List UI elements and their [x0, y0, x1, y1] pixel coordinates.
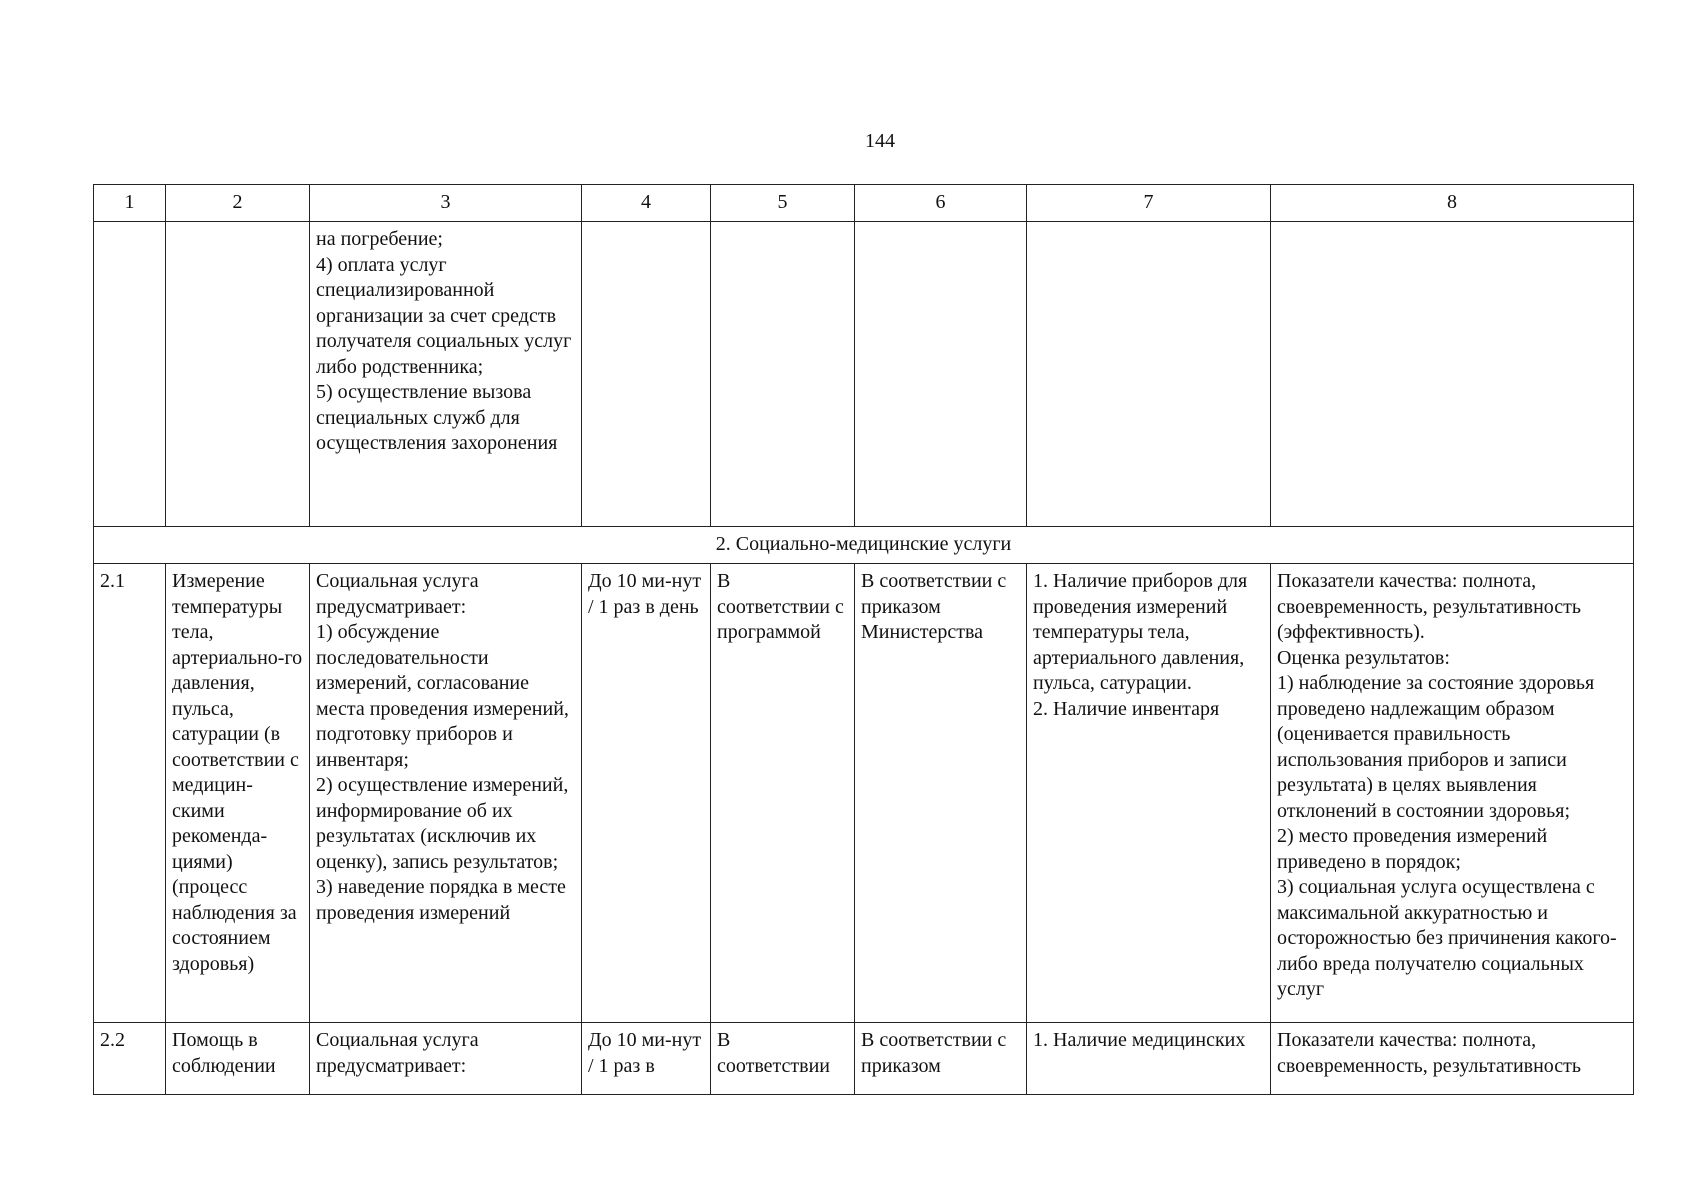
cell-tariff: В соответствии с приказом	[855, 1023, 1027, 1095]
cell-number	[94, 222, 166, 527]
section-row	[94, 527, 1634, 564]
cell-number: 2.1	[94, 564, 166, 1023]
cell-quality: Показатели качества: полнота, своевременность, результативность	[1271, 1023, 1634, 1095]
table-row-continuation	[94, 222, 1634, 527]
column-number-3: 3	[310, 185, 582, 222]
cell-conditions: 1. Наличие приборов для проведения измерений температуры тела, артериального давления, пульса, сатурации. 2. Наличие инвентаря	[1027, 564, 1271, 1023]
table-header-row	[94, 185, 1634, 222]
cell-description: на погребение; 4) оплата услуг специализированной организации за счет средств получателя социальных услуг либо родственника; 5) осуществление вызова специальных служб для осуществления захоронения	[310, 222, 582, 527]
table-row-2-1	[94, 564, 1634, 1023]
cell-duration: До 10 ми-нут / 1 раз в	[582, 1023, 711, 1095]
page-number: 144	[865, 130, 895, 152]
cell-tariff: В соответствии с приказом Министерства	[855, 564, 1027, 1023]
cell-periodicity: В соответствии	[711, 1023, 855, 1095]
cell-periodicity	[711, 222, 855, 527]
cell-quality: Показатели качества: полнота, своевременность, результативность (эффективность). Оценка результатов: 1) наблюдение за состояние здоровья проведено надлежащим образом (оценивается правильность использования приборов и записи результата) в целях выявления отклонений в состоянии здоровья; 2) место проведения измерений приведено в порядок; 3) социальная услуга осуществлена с максимальной аккуратностью и осторожностью без причинения какого-либо вреда получателю социальных услуг	[1271, 564, 1634, 1023]
services-table	[93, 184, 1634, 1095]
column-number-2: 2	[166, 185, 310, 222]
cell-duration: До 10 ми-нут / 1 раз в день	[582, 564, 711, 1023]
column-number-8: 8	[1271, 185, 1634, 222]
cell-quality	[1271, 222, 1634, 527]
cell-conditions: 1. Наличие медицинских	[1027, 1023, 1271, 1095]
column-number-7: 7	[1027, 185, 1271, 222]
column-number-6: 6	[855, 185, 1027, 222]
column-number-1: 1	[94, 185, 166, 222]
cell-tariff	[855, 222, 1027, 527]
cell-service-name: Измерение температуры тела, артериально-го давления, пульса, сатурации (в соответствии с медицин-скими рекоменда-циями) (процесс наблюдения за состоянием здоровья)	[166, 564, 310, 1023]
section-title: 2. Социально-медицинские услуги	[94, 527, 1634, 564]
column-number-5: 5	[711, 185, 855, 222]
cell-description: Социальная услуга предусматривает:	[310, 1023, 582, 1095]
cell-description: Социальная услуга предусматривает: 1) обсуждение последовательности измерений, согласование места проведения измерений, подготовку приборов и инвентаря; 2) осуществление измерений, информирование об их результатах (исключив их оценку), запись результатов; 3) наведение порядка в месте проведения измерений	[310, 564, 582, 1023]
cell-number: 2.2	[94, 1023, 166, 1095]
table-row-2-2	[94, 1023, 1634, 1095]
cell-conditions	[1027, 222, 1271, 527]
cell-duration	[582, 222, 711, 527]
cell-periodicity: В соответствии с программой	[711, 564, 855, 1023]
cell-service-name	[166, 222, 310, 527]
cell-service-name: Помощь в соблюдении	[166, 1023, 310, 1095]
column-number-4: 4	[582, 185, 711, 222]
